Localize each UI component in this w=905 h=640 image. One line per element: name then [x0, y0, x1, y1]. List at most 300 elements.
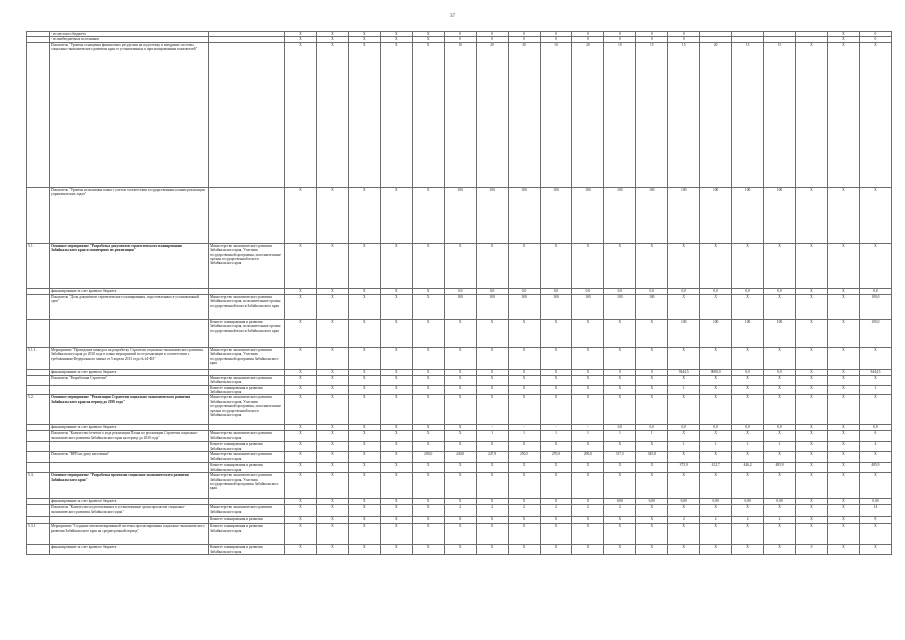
value-cell: Х — [380, 517, 412, 524]
row-number-cell — [27, 319, 50, 347]
program-table-body — [27, 32, 892, 555]
value-cell: 100 — [540, 187, 572, 243]
value-cell: 0,00 — [732, 499, 764, 505]
value-cell: Х — [476, 385, 508, 395]
page-number: 37 — [450, 14, 455, 19]
value-cell: 9444,5 — [859, 369, 891, 375]
value-cell: 0,0 — [508, 288, 540, 294]
value-cell: Х — [412, 288, 444, 294]
value-cell: 0 — [668, 32, 700, 37]
value-cell: 0,0 — [732, 369, 764, 375]
table-row — [27, 463, 892, 473]
value-cell: Х — [285, 187, 317, 243]
value-cell: Х — [285, 369, 317, 375]
row-name-cell: финансирование за счет краевого бюджета — [50, 545, 209, 555]
value-cell: Х — [764, 431, 796, 442]
value-cell: Х — [636, 442, 668, 452]
value-cell: 0,0 — [476, 288, 508, 294]
table-row — [27, 545, 892, 555]
value-cell: Х — [316, 37, 348, 42]
value-cell: Х — [412, 395, 444, 425]
value-cell: Х — [508, 319, 540, 347]
value-cell: 0 — [668, 37, 700, 42]
value-cell: Х — [827, 505, 859, 517]
value-cell: Х — [444, 347, 476, 369]
value-cell: Х — [285, 395, 317, 425]
value-cell: Х — [412, 431, 444, 442]
value-cell: Х — [668, 395, 700, 425]
value-cell: Х — [285, 505, 317, 517]
value-cell: Х — [827, 524, 859, 545]
value-cell: 10 — [604, 42, 636, 187]
value-cell: Х — [285, 385, 317, 395]
value-cell: Х — [796, 243, 828, 288]
value-cell: 100 — [444, 187, 476, 243]
value-cell: Х — [827, 243, 859, 288]
value-cell: Х — [380, 243, 412, 288]
value-cell: Х — [412, 347, 444, 369]
value-cell: Х — [827, 385, 859, 395]
value-cell: Х — [796, 442, 828, 452]
value-cell: Х — [380, 524, 412, 545]
value-cell: Х — [636, 319, 668, 347]
value-cell: Х — [604, 463, 636, 473]
value-cell: 0 — [444, 32, 476, 37]
row-responsible-cell: Министерство экономического развития Забайкальского края, Участник государственной программы Забайкальского края — [209, 473, 285, 499]
value-cell: 0 — [508, 37, 540, 42]
table-row — [27, 385, 892, 395]
value-cell: 0,0 — [859, 425, 891, 431]
value-cell: 0,0 — [764, 425, 796, 431]
row-responsible-cell: Министерство экономического развития Забайкальского края, Участник государственной программы Забайкальского края — [209, 347, 285, 369]
value-cell: Х — [700, 473, 732, 499]
value-cell: Х — [412, 32, 444, 37]
value-cell: Х — [732, 473, 764, 499]
value-cell: Х — [764, 545, 796, 555]
value-cell: Х — [636, 385, 668, 395]
table-row — [27, 375, 892, 385]
value-cell: Х — [380, 431, 412, 442]
value-cell: Х — [348, 294, 380, 319]
value-cell: Х — [444, 369, 476, 375]
value-cell: Х — [827, 187, 859, 243]
value-cell: 1 — [508, 431, 540, 442]
value-cell: 375,9 — [668, 463, 700, 473]
value-cell: Х — [380, 32, 412, 37]
value-cell: 15 — [732, 42, 764, 187]
value-cell: Х — [412, 505, 444, 517]
value-cell: Х — [604, 473, 636, 499]
value-cell: Х — [412, 499, 444, 505]
value-cell: Х — [732, 431, 764, 442]
value-cell: 100 — [668, 319, 700, 347]
row-name-cell: финансирование за счет краевого бюджета — [50, 288, 209, 294]
value-cell: Х — [285, 37, 317, 42]
value-cell: Х — [508, 369, 540, 375]
value-cell: Х — [444, 243, 476, 288]
row-number-cell — [27, 187, 50, 243]
value-cell: 100 — [476, 294, 508, 319]
value-cell: Х — [380, 288, 412, 294]
value-cell: 247,9 — [476, 452, 508, 463]
value-cell: Х — [732, 294, 764, 319]
table-row — [27, 243, 892, 288]
value-cell: Х — [796, 524, 828, 545]
value-cell: 0,0 — [700, 425, 732, 431]
value-cell: Х — [508, 375, 540, 385]
value-cell: 270,0 — [540, 452, 572, 463]
value-cell: Х — [348, 425, 380, 431]
value-cell: Х — [476, 524, 508, 545]
value-cell: 2 — [604, 505, 636, 517]
value-cell: 0,00 — [636, 499, 668, 505]
value-cell: Х — [444, 375, 476, 385]
table-row — [27, 395, 892, 425]
value-cell: Х — [412, 42, 444, 187]
value-cell: Х — [380, 545, 412, 555]
value-cell: Х — [796, 431, 828, 442]
value-cell: Х — [572, 442, 604, 452]
value-cell: Х — [380, 442, 412, 452]
value-cell: Х — [764, 375, 796, 385]
value-cell: Х — [412, 463, 444, 473]
value-cell: Х — [316, 473, 348, 499]
value-cell: 2 — [700, 517, 732, 524]
value-cell: 0 — [859, 32, 891, 37]
value-cell: Х — [732, 545, 764, 555]
value-cell: Х — [444, 463, 476, 473]
value-cell: Х — [732, 347, 764, 369]
value-cell: Х — [572, 517, 604, 524]
value-cell: Х — [444, 442, 476, 452]
value-cell: 100,0 — [859, 319, 891, 347]
value-cell: Х — [508, 517, 540, 524]
value-cell: Х — [572, 347, 604, 369]
value-cell: 2 — [732, 517, 764, 524]
value-cell: 412,7 — [700, 463, 732, 473]
value-cell: Х — [700, 452, 732, 463]
value-cell: 15 — [764, 42, 796, 187]
value-cell: 100 — [636, 187, 668, 243]
row-name-cell: Показатель "Количество подготовленных в установленные сроки прогнозов социально-экономического развития Забайкальского края" — [50, 505, 209, 517]
value-cell: Х — [348, 37, 380, 42]
value-cell: Х — [827, 473, 859, 499]
value-cell: Х — [348, 524, 380, 545]
value-cell: Х — [796, 517, 828, 524]
value-cell: Х — [412, 294, 444, 319]
value-cell: 0,00 — [700, 499, 732, 505]
value-cell: Х — [604, 442, 636, 452]
row-number-cell: 5.3.1 — [27, 524, 50, 545]
value-cell: Х — [700, 395, 732, 425]
value-cell: Х — [285, 499, 317, 505]
value-cell: Х — [285, 442, 317, 452]
value-cell: 0000,0 — [700, 369, 732, 375]
value-cell: 0 — [604, 32, 636, 37]
value-cell: Х — [476, 545, 508, 555]
value-cell: Х — [316, 319, 348, 347]
value-cell: Х — [412, 385, 444, 395]
value-cell: Х — [285, 545, 317, 555]
value-cell: Х — [412, 243, 444, 288]
value-cell: Х — [412, 517, 444, 524]
value-cell: 100 — [508, 187, 540, 243]
value-cell: Х — [796, 505, 828, 517]
value-cell: 0 — [572, 32, 604, 37]
value-cell: Х — [636, 517, 668, 524]
value-cell: Х — [764, 452, 796, 463]
value-cell: 100 — [476, 187, 508, 243]
row-number-cell — [27, 385, 50, 395]
value-cell: Х — [348, 473, 380, 499]
value-cell: 1 — [859, 385, 891, 395]
value-cell: 2 — [540, 505, 572, 517]
value-cell: 1 — [540, 431, 572, 442]
row-responsible-cell: Министерство экономического развития Забайкальского края — [209, 505, 285, 517]
value-cell: Х — [348, 517, 380, 524]
value-cell: Х — [285, 42, 317, 187]
value-cell: Х — [380, 37, 412, 42]
row-responsible-cell: Комитет планирования и развития — [209, 517, 285, 524]
value-cell: Х — [732, 385, 764, 395]
value-cell: Х — [348, 385, 380, 395]
value-cell: Х — [572, 524, 604, 545]
row-number-cell — [27, 442, 50, 452]
value-cell: Х — [285, 319, 317, 347]
row-responsible-cell — [209, 187, 285, 243]
row-number-cell: 5.2. — [27, 395, 50, 425]
value-cell: Х — [444, 524, 476, 545]
value-cell: 0 — [636, 37, 668, 42]
value-cell: Х — [348, 545, 380, 555]
value-cell: 20 — [476, 42, 508, 187]
row-name-cell: - из местного бюджета — [50, 32, 209, 37]
value-cell: 100 — [668, 187, 700, 243]
value-cell: Х — [732, 243, 764, 288]
value-cell: Х — [668, 375, 700, 385]
value-cell: Х — [827, 395, 859, 425]
value-cell: Х — [796, 288, 828, 294]
value-cell: 100 — [604, 294, 636, 319]
value-cell: Х — [412, 187, 444, 243]
value-cell: Х — [316, 431, 348, 442]
value-cell: Х — [316, 369, 348, 375]
value-cell: 0,0 — [732, 425, 764, 431]
value-cell: Х — [636, 395, 668, 425]
row-responsible-cell: Комитет планирования и развития Забайкальского края — [209, 545, 285, 555]
value-cell: 0 — [476, 37, 508, 42]
table-row — [27, 42, 892, 187]
value-cell: Х — [444, 431, 476, 442]
row-name-cell: - из внебюджетных источников — [50, 37, 209, 42]
table-row — [27, 187, 892, 243]
value-cell: 0,00 — [859, 499, 891, 505]
value-cell: Х — [604, 524, 636, 545]
value-cell: Х — [827, 425, 859, 431]
value-cell: 4 — [859, 442, 891, 452]
value-cell: Х — [636, 524, 668, 545]
table-row — [27, 442, 892, 452]
table-row — [27, 319, 892, 347]
row-responsible-cell: Комитет планирования и развития Забайкальского края — [209, 442, 285, 452]
value-cell: Х — [796, 473, 828, 499]
value-cell: Х — [572, 545, 604, 555]
row-name-cell: Показатель "ВРП на душу населения" — [50, 452, 209, 463]
value-cell: Х — [508, 499, 540, 505]
value-cell: Х — [316, 395, 348, 425]
value-cell: 0,0 — [764, 369, 796, 375]
value-cell: Х — [444, 499, 476, 505]
value-cell: 8 — [859, 517, 891, 524]
value-cell: Х — [444, 545, 476, 555]
value-cell: Х — [668, 505, 700, 517]
value-cell: Х — [412, 425, 444, 431]
value-cell: Х — [348, 395, 380, 425]
row-responsible-cell: Министерство экономического развития Забайкальского края — [209, 452, 285, 463]
value-cell: Х — [285, 431, 317, 442]
value-cell: 485,9 — [764, 463, 796, 473]
value-cell: Х — [508, 385, 540, 395]
value-cell: Х — [476, 499, 508, 505]
row-name-cell: Основное мероприятие "Разработка прогнозов социально-экономического развития Забайкальского края" — [50, 473, 209, 499]
value-cell: Х — [316, 294, 348, 319]
value-cell: 0 — [444, 37, 476, 42]
value-cell: 100 — [700, 319, 732, 347]
value-cell: Х — [796, 187, 828, 243]
value-cell: Х — [380, 42, 412, 187]
value-cell: Х — [572, 473, 604, 499]
value-cell: Х — [572, 375, 604, 385]
value-cell: Х — [859, 524, 891, 545]
value-cell: 0 — [604, 37, 636, 42]
value-cell: Х — [732, 452, 764, 463]
value-cell: 2 — [508, 505, 540, 517]
value-cell: Х — [508, 545, 540, 555]
value-cell: 0 — [636, 32, 668, 37]
row-name-cell — [50, 319, 209, 347]
table-row — [27, 294, 892, 319]
value-cell: Х — [380, 473, 412, 499]
row-number-cell — [27, 42, 50, 187]
value-cell: 0,0 — [700, 288, 732, 294]
value-cell: Х — [859, 42, 891, 187]
value-cell: 0 — [476, 32, 508, 37]
value-cell: Х — [540, 463, 572, 473]
value-cell: Х — [827, 42, 859, 187]
value-cell: Х — [540, 319, 572, 347]
value-cell: Х — [476, 395, 508, 425]
value-cell: Х — [285, 473, 317, 499]
value-cell: Х — [412, 375, 444, 385]
row-name-cell — [50, 517, 209, 524]
value-cell: Х — [700, 243, 732, 288]
value-cell: Х — [604, 319, 636, 347]
value-cell: Х — [668, 347, 700, 369]
value-cell: Х — [636, 243, 668, 288]
value-cell: 100 — [604, 187, 636, 243]
table-row — [27, 473, 892, 499]
row-name-cell — [50, 463, 209, 473]
value-cell: Х — [732, 505, 764, 517]
value-cell: Х — [316, 425, 348, 431]
value-cell: Х — [636, 473, 668, 499]
value-cell: Х — [348, 452, 380, 463]
row-responsible-cell: Министерство экономического развития Забайкальского края, Участник государственной программы, исполнительные органы государственной власти Забайкальского края — [209, 395, 285, 425]
value-cell: Х — [827, 375, 859, 385]
value-cell: 0,0 — [604, 288, 636, 294]
value-cell: Х — [827, 319, 859, 347]
value-cell: Х — [444, 473, 476, 499]
value-cell: Х — [764, 294, 796, 319]
value-cell: 15 — [668, 42, 700, 187]
value-cell: Х — [604, 375, 636, 385]
value-cell: 1 — [764, 442, 796, 452]
value-cell: Х — [412, 319, 444, 347]
value-cell: 100 — [572, 187, 604, 243]
value-cell: 100 — [732, 187, 764, 243]
value-cell: Х — [316, 524, 348, 545]
row-name-cell: Показатель "Уровень оснащения финансовых ресурсами на подготовку и внедрение системы социально-экономического развития края от установленных к прогнозированным показателей" — [50, 42, 209, 187]
value-cell: Х — [380, 499, 412, 505]
row-number-cell: 5.3. — [27, 473, 50, 499]
value-cell: Х — [572, 463, 604, 473]
value-cell: Х — [604, 545, 636, 555]
value-cell: Х — [827, 37, 859, 42]
value-cell: Х — [316, 32, 348, 37]
value-cell: Х — [668, 243, 700, 288]
value-cell: 1 — [636, 431, 668, 442]
value-cell: Х — [604, 243, 636, 288]
value-cell: 0,0 — [572, 288, 604, 294]
row-number-cell — [27, 375, 50, 385]
value-cell: Х — [764, 395, 796, 425]
value-cell: 1 — [604, 431, 636, 442]
value-cell: Х — [476, 442, 508, 452]
value-cell: Х — [764, 347, 796, 369]
value-cell: Х — [508, 243, 540, 288]
row-responsible-cell: Министерство экономического развития Забайкальского края, исполнительные органы государственной власти Забайкальского края — [209, 294, 285, 319]
value-cell: - — [508, 425, 540, 431]
value-cell: Х — [604, 517, 636, 524]
value-cell: 0,00 — [668, 499, 700, 505]
value-cell: Х — [796, 42, 828, 187]
value-cell: Х — [827, 463, 859, 473]
value-cell: 100,0 — [859, 294, 891, 319]
value-cell: Х — [764, 243, 796, 288]
value-cell: Х — [636, 463, 668, 473]
value-cell: 0 — [508, 32, 540, 37]
value-cell: Х — [540, 473, 572, 499]
value-cell: Х — [508, 463, 540, 473]
row-name-cell: финансирование за счет краевого бюджета — [50, 369, 209, 375]
value-cell: Х — [316, 42, 348, 187]
value-cell: 100 — [732, 319, 764, 347]
value-cell: Х — [316, 288, 348, 294]
value-cell: Х — [380, 319, 412, 347]
value-cell: Х — [859, 375, 891, 385]
value-cell: 1 — [700, 442, 732, 452]
value-cell: Х — [348, 463, 380, 473]
value-cell: Х — [700, 294, 732, 319]
value-cell: Х — [859, 545, 891, 555]
row-name-cell: финансирование за счет краевого бюджета — [50, 499, 209, 505]
value-cell: Х — [540, 442, 572, 452]
value-cell: 0,0 — [668, 425, 700, 431]
value-cell: Х — [668, 524, 700, 545]
value-cell: Х — [508, 524, 540, 545]
value-cell: Х — [796, 425, 828, 431]
row-name-cell — [50, 385, 209, 395]
